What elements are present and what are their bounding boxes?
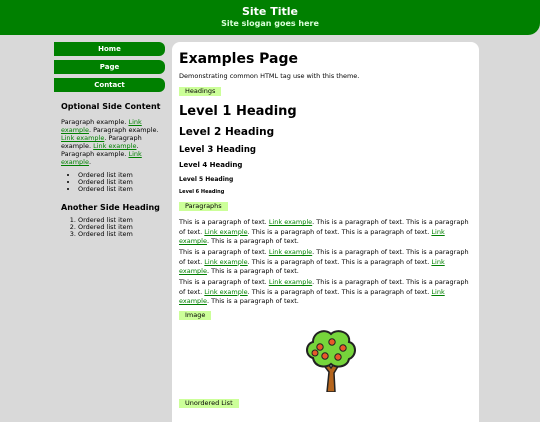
tree-icon	[303, 326, 359, 392]
link-example[interactable]: Link example	[61, 134, 105, 142]
nav-page-button[interactable]: Page	[54, 60, 165, 74]
optional-side-heading: Optional Side Content	[61, 102, 161, 111]
site-header	[0, 0, 540, 35]
side-ordered-list	[54, 217, 165, 238]
site-title[interactable]: Site Title	[241, 5, 298, 18]
list-item: 2. Ordered list item	[78, 224, 165, 231]
paragraph	[179, 248, 473, 277]
link-example[interactable]: Link example	[61, 150, 142, 166]
link-example[interactable]: Link example	[268, 248, 313, 256]
list-item: • Ordered list item	[78, 186, 165, 193]
link-example[interactable]: Link example	[179, 227, 445, 245]
intro-text: Demonstrating common HTML tag use with this theme.	[179, 72, 360, 80]
nav-contact-button[interactable]: Contact	[54, 78, 165, 92]
list-item: • Ordered list item	[78, 179, 165, 186]
page-title: Examples Page	[179, 51, 298, 67]
paragraph-text: . This is a paragraph of text. This is a paragraph of text.	[247, 287, 432, 296]
paragraph-text: . This is a paragraph of text. This is a paragraph of text.	[247, 227, 432, 236]
paragraph-text: This is a paragraph of text.	[179, 218, 269, 226]
paragraph-text: This is a paragraph of text.	[179, 278, 269, 286]
heading-level-2: Level 2 Heading	[179, 126, 275, 138]
paragraph-text: . This is a paragraph of text. This is a paragraph of text.	[247, 257, 432, 266]
side-paragraph	[61, 118, 159, 166]
unordered-list-tag: Unordered List	[179, 399, 239, 408]
paragraph-text: . Paragraph example.	[61, 142, 139, 158]
site-slogan: Site slogan goes here	[221, 19, 319, 28]
link-example[interactable]: Link example	[268, 278, 313, 286]
link-example[interactable]: Link example	[204, 257, 248, 266]
paragraph-text: Paragraph example.	[61, 118, 129, 126]
paragraph	[179, 278, 473, 307]
link-example[interactable]: Link example	[204, 287, 248, 296]
paragraph-text: . This is a paragraph of text.	[206, 267, 299, 275]
paragraph-text: . This is a paragraph of text.	[206, 237, 299, 245]
link-example[interactable]: Link example	[179, 257, 445, 275]
heading-level-1: Level 1 Heading	[179, 104, 297, 119]
tree-image	[303, 326, 359, 396]
paragraph-text: . Paragraph example.	[61, 134, 142, 150]
paragraph-text: . This is a paragraph of text. This is a paragraph of text.	[179, 248, 469, 266]
heading-level-6: Level 6 Heading	[179, 189, 225, 195]
paragraph-text: . This is a paragraph of text. This is a paragraph of text.	[179, 278, 469, 296]
paragraph	[179, 218, 473, 247]
heading-level-4: Level 4 Heading	[179, 161, 243, 169]
side-unordered-list	[54, 172, 165, 193]
list-item: • Ordered list item	[78, 172, 165, 179]
paragraph-text: . This is a paragraph of text.	[206, 297, 299, 305]
paragraphs-tag: Paragraphs	[179, 202, 228, 211]
another-side-heading: Another Side Heading	[61, 203, 160, 212]
main-content	[172, 42, 479, 422]
link-example[interactable]: Link example	[93, 142, 137, 150]
link-example[interactable]: Link example	[61, 118, 142, 134]
heading-level-3: Level 3 Heading	[179, 145, 256, 155]
link-example[interactable]: Link example	[204, 227, 248, 236]
link-example[interactable]: Link example	[179, 287, 445, 305]
list-item: 1. Ordered list item	[78, 217, 165, 224]
heading-level-5: Level 5 Heading	[179, 176, 234, 183]
paragraph-text: .	[88, 158, 92, 166]
headings-tag: Headings	[179, 87, 221, 96]
nav-home-button[interactable]: Home	[54, 42, 165, 56]
paragraph-text: This is a paragraph of text.	[179, 248, 269, 256]
paragraph-text: . Paragraph example.	[88, 126, 159, 134]
image-tag: Image	[179, 311, 211, 320]
paragraph-text: . This is a paragraph of text. This is a paragraph of text.	[179, 218, 469, 236]
link-example[interactable]: Link example	[268, 218, 313, 226]
sidebar	[54, 42, 165, 238]
list-item: 3. Ordered list item	[78, 231, 165, 238]
